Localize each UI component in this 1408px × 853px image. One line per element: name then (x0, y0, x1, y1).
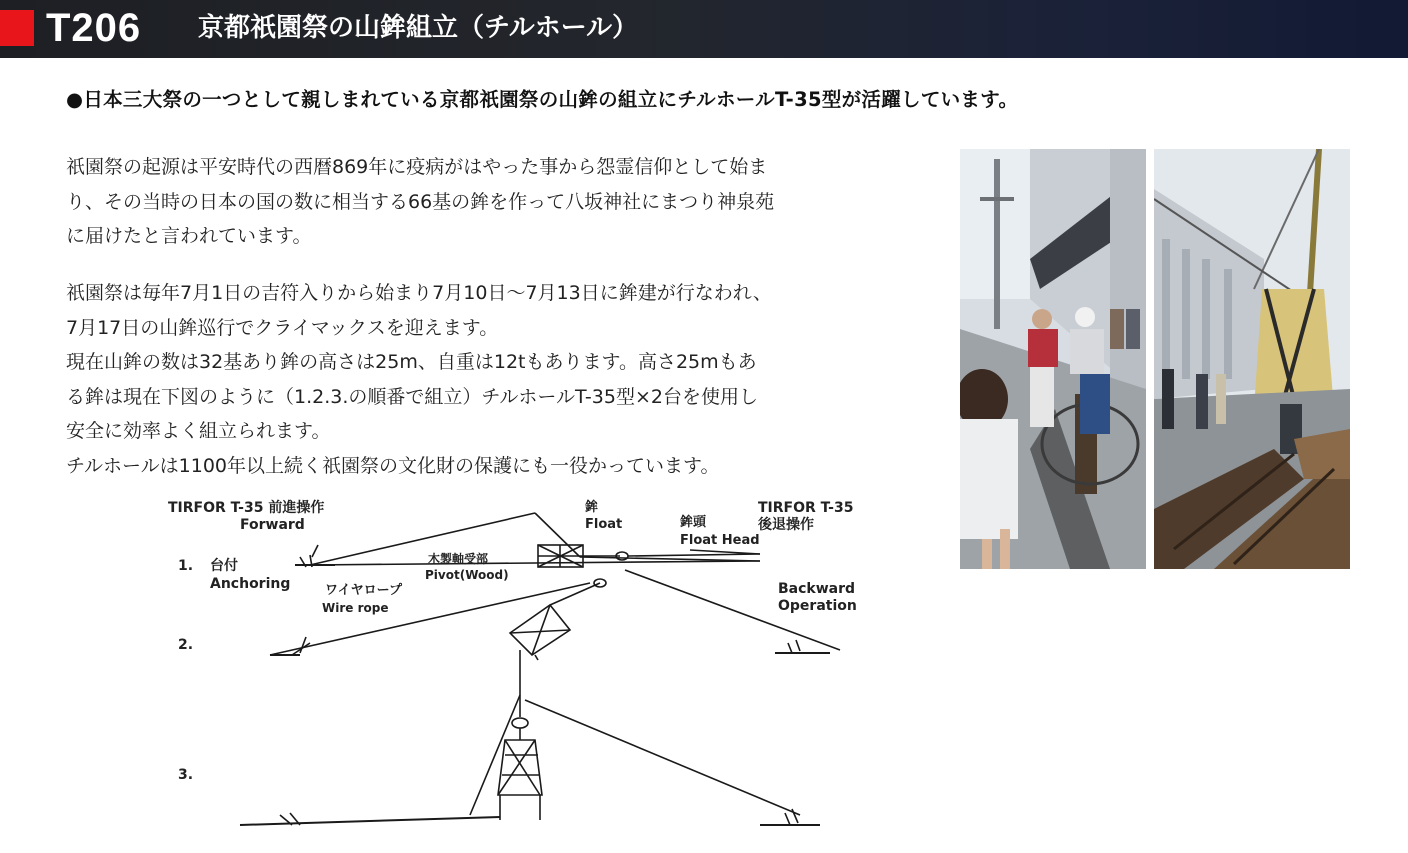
anchoring-label-en: Anchoring (210, 576, 291, 592)
wire-label-en: Wire rope (322, 601, 389, 615)
anchoring-label-jp: 台付 (210, 558, 238, 574)
text-line: 現在山鉾の数は32基あり鉾の高さは25m、自重は12tもあります。高さ25mもあ (66, 351, 757, 373)
text-line: 7月17日の山鉾巡行でクライマックスを迎えます。 (66, 316, 499, 339)
photo-crane-timbers (1154, 149, 1350, 569)
text-line: る鉾は現在下図のように（1.2.3.の順番で組立）チルホールT-35型×2台を使用し (66, 385, 758, 408)
text-line: 祇園祭は毎年7月1日の吉符入りから始まり7月10日～7月13日に鉾建が行なわれ、 (66, 282, 772, 304)
step-1-label: 1. (178, 558, 194, 574)
header-bar (0, 0, 1408, 58)
pivot-label-en: Pivot(Wood) (425, 568, 509, 582)
step-2-label: 2. (178, 637, 194, 653)
text-line: 安全に効率よく組立られます。 (66, 420, 331, 442)
text-line: り、その当時の日本の国の数に相当する66基の鉾を作って八坂神社にまつり神泉苑 (66, 190, 775, 213)
accent-block (0, 10, 34, 46)
backward-title: TIRFOR T-35 (758, 500, 854, 516)
pivot-label-jp: 木製軸受部 (428, 552, 489, 566)
forward-title: TIRFOR T-35 前進操作 (168, 500, 325, 516)
lead-text: ●日本三大祭の一つとして親しまれている京都祇園祭の山鉾の組立にチルホールT-35型が活躍しています。 (66, 88, 1019, 111)
page-title: 京都祇園祭の山鉾組立（チルホール） (198, 13, 639, 43)
float-head-label-en: Float Head (680, 533, 760, 548)
paragraph-origin (66, 150, 946, 254)
forward-label: Forward (240, 517, 305, 533)
page-code: T206 (46, 6, 142, 50)
paragraph-schedule (66, 276, 946, 483)
step-3-label: 3. (178, 767, 194, 783)
backward-op-line1: Backward (778, 581, 856, 597)
assembly-diagram (160, 495, 880, 840)
backward-title-jp: 後退操作 (758, 517, 814, 533)
photo-street-assembly (960, 149, 1146, 569)
text-line: チルホールは1100年以上続く祇園祭の文化財の保護にも一役かっています。 (66, 454, 720, 477)
float-label-en: Float (585, 517, 623, 532)
backward-op-line2: Operation (778, 598, 857, 614)
float-head-label-jp: 鉾頭 (680, 515, 707, 530)
wire-label-jp: ワイヤロープ (325, 583, 402, 598)
float-label-jp: 鉾 (585, 500, 599, 515)
text-line: に届けたと言われています。 (66, 225, 312, 247)
text-line: 祇園祭の起源は平安時代の西暦869年に疫病がはやった事から怨霊信仰として始ま (66, 156, 768, 178)
